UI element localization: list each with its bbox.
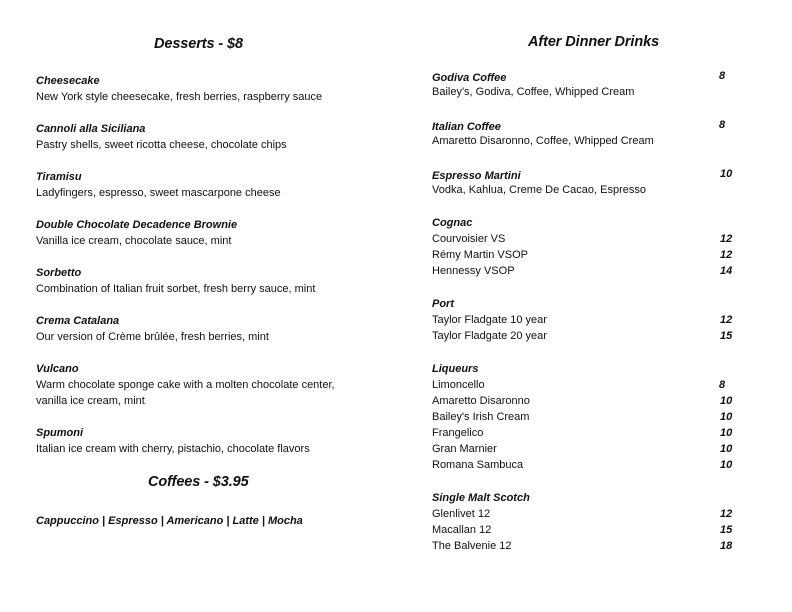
- drink-name: Macallan 12: [432, 524, 492, 536]
- drink-price: 10: [720, 395, 733, 407]
- drink-name: Bailey's Irish Cream: [432, 411, 530, 423]
- drink-italian-coffee: [432, 117, 742, 149]
- dessert-description: Ladyfingers, espresso, sweet mascarpone cheese: [36, 187, 281, 199]
- drink-name: Limoncello: [432, 379, 485, 391]
- coffees-list: Cappuccino | Espresso | Americano | Latte | Mocha: [36, 515, 303, 527]
- drink-row: [432, 247, 742, 263]
- drink-price: 10: [720, 427, 733, 439]
- drink-description: Bailey's, Godiva, Coffee, Whipped Cream: [432, 86, 635, 98]
- dessert-description: Vanilla ice cream, chocolate sauce, mint: [36, 235, 232, 247]
- section-liqueurs: [432, 361, 742, 473]
- drink-row: [432, 441, 742, 457]
- drink-name: The Balvenie 12: [432, 540, 512, 552]
- dessert-item: [36, 313, 366, 361]
- drink-price: 12: [720, 314, 733, 326]
- drink-price: 10: [720, 459, 733, 471]
- drink-price: 8: [719, 379, 726, 391]
- drink-price: 12: [720, 508, 733, 520]
- drink-price: 10: [720, 443, 733, 455]
- dessert-item: [36, 361, 366, 425]
- dessert-name: Cheesecake: [36, 75, 100, 87]
- dessert-description: Italian ice cream with cherry, pistachio, chocolate flavors: [36, 443, 310, 455]
- drink-row: [432, 522, 742, 538]
- section-title: Port: [432, 298, 454, 310]
- dessert-description: Our version of Crème brûlée, fresh berries, mint: [36, 331, 269, 343]
- section-title: Liqueurs: [432, 363, 479, 375]
- drink-name: Amaretto Disaronno: [432, 395, 530, 407]
- drink-godiva-coffee: [432, 68, 742, 100]
- dessert-description: Combination of Italian fruit sorbet, fresh berry sauce, mint: [36, 283, 316, 295]
- dessert-description: New York style cheesecake, fresh berries, raspberry sauce: [36, 91, 323, 103]
- drink-row: [432, 231, 742, 247]
- drink-name: Espresso Martini: [432, 170, 521, 182]
- drink-price: 15: [720, 524, 733, 536]
- coffees-heading: Coffees - $3.95: [148, 474, 249, 490]
- drink-row: [432, 538, 742, 554]
- dessert-name: Tiramisu: [36, 171, 82, 183]
- drink-name: Taylor Fladgate 20 year: [432, 330, 547, 342]
- dessert-description: Pastry shells, sweet ricotta cheese, chocolate chips: [36, 139, 287, 151]
- drink-price: 10: [720, 168, 733, 180]
- drink-description: Amaretto Disaronno, Coffee, Whipped Cream: [432, 135, 654, 147]
- drink-name: Godiva Coffee: [432, 72, 507, 84]
- section-single-malt-scotch: [432, 490, 742, 554]
- drink-row: [432, 377, 742, 393]
- drinks-heading: After Dinner Drinks: [528, 34, 660, 50]
- drink-name: Italian Coffee: [432, 121, 501, 133]
- drink-price: 10: [720, 411, 733, 423]
- dessert-name: Sorbetto: [36, 267, 82, 279]
- dessert-item: [36, 169, 366, 217]
- desserts-list: [36, 73, 366, 473]
- drink-name: Glenlivet 12: [432, 508, 491, 520]
- drink-price: 12: [720, 233, 733, 245]
- drink-name: Romana Sambuca: [432, 459, 524, 471]
- section-cognac: [432, 215, 742, 279]
- desserts-heading: Desserts - $8: [154, 36, 243, 52]
- drink-price: 14: [720, 265, 733, 277]
- drink-name: Frangelico: [432, 427, 484, 439]
- drink-row: [432, 263, 742, 279]
- drink-name: Hennessy VSOP: [432, 265, 515, 277]
- drink-row: [432, 425, 742, 441]
- dessert-name: Crema Catalana: [36, 315, 120, 327]
- section-port: [432, 296, 742, 344]
- dessert-description: Warm chocolate sponge cake with a molten chocolate center, vanilla ice cream, mint: [36, 379, 335, 407]
- drink-name: Gran Marnier: [432, 443, 497, 455]
- drink-row: [432, 506, 742, 522]
- drink-price: 15: [720, 330, 733, 342]
- drink-name: Taylor Fladgate 10 year: [432, 314, 547, 326]
- drink-price: 12: [720, 249, 733, 261]
- dessert-item: [36, 425, 366, 473]
- drinks-list: [432, 68, 742, 571]
- drink-name: Courvoisier VS: [432, 233, 506, 245]
- drink-row: [432, 393, 742, 409]
- drink-description: Vodka, Kahlua, Creme De Cacao, Espresso: [432, 184, 647, 196]
- dessert-item: [36, 121, 366, 169]
- dessert-name: Spumoni: [36, 427, 84, 439]
- section-title: Single Malt Scotch: [432, 492, 530, 504]
- dessert-name: Double Chocolate Decadence Brownie: [36, 219, 238, 231]
- section-title: Cognac: [432, 217, 473, 229]
- drink-name: Rémy Martin VSOP: [432, 249, 528, 261]
- drink-price: 8: [719, 70, 726, 82]
- drink-row: [432, 409, 742, 425]
- dessert-item: [36, 73, 366, 121]
- drink-price: 18: [720, 540, 733, 552]
- drink-row: [432, 457, 742, 473]
- drink-row: [432, 312, 742, 328]
- dessert-item: [36, 217, 366, 265]
- dessert-item: [36, 265, 366, 313]
- drink-row: [432, 328, 742, 344]
- dessert-name: Vulcano: [36, 363, 79, 375]
- dessert-name: Cannoli alla Siciliana: [36, 123, 146, 135]
- drink-espresso-martini: [432, 166, 742, 198]
- drink-price: 8: [719, 119, 726, 131]
